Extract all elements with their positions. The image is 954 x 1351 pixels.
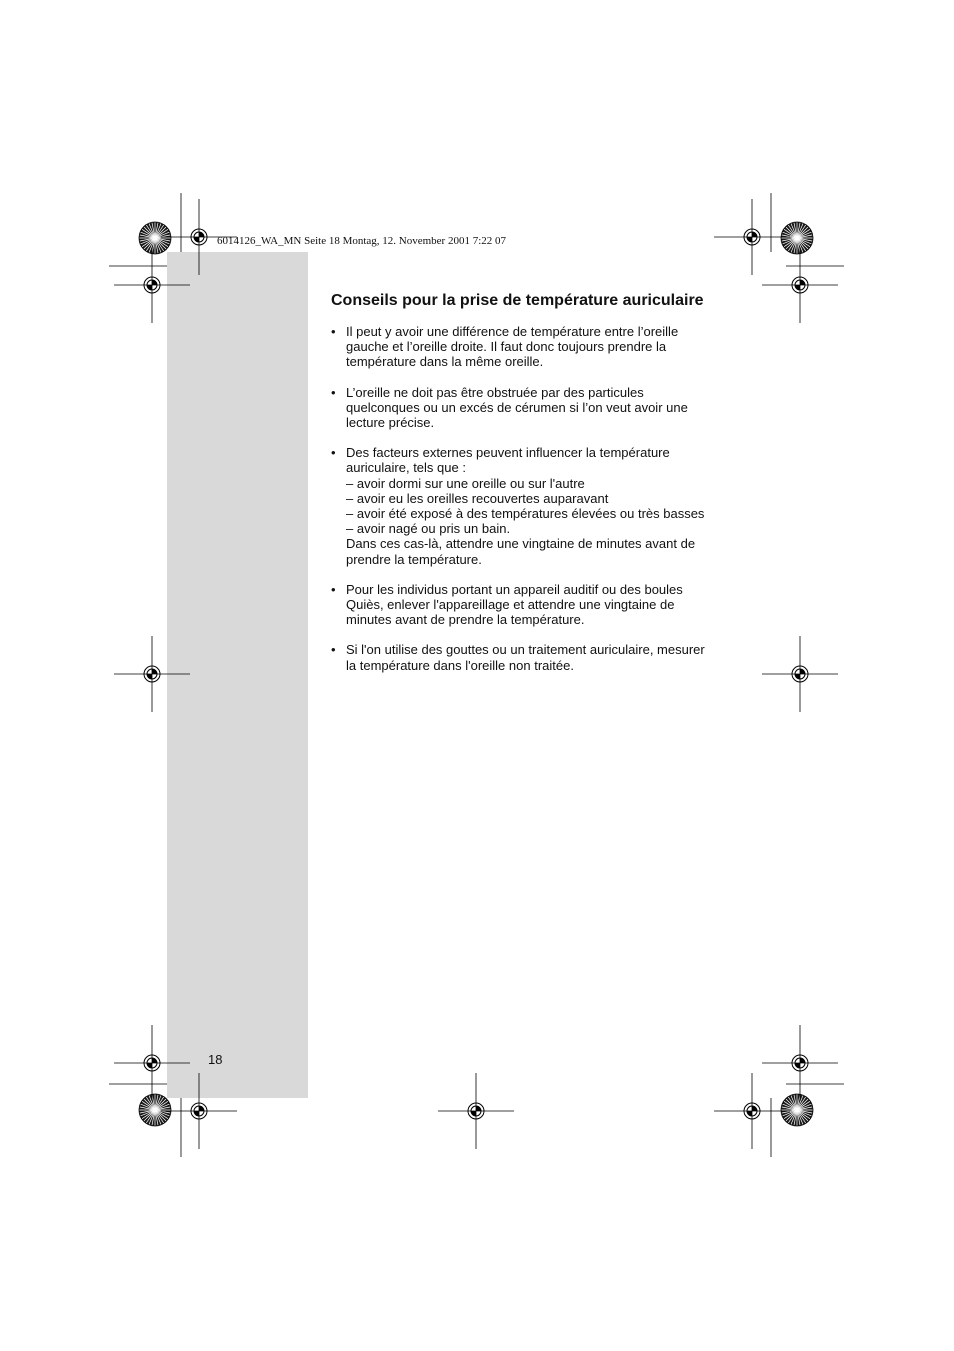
- list-item: [331, 445, 731, 567]
- item-line: Il peut y avoir une différence de température entre l’oreille: [346, 324, 679, 339]
- item-line: Pour les individus portant un appareil auditif ou des boules: [346, 581, 683, 597]
- item-line: Si l'on utilise des gouttes ou un traitement auriculaire, mesurer: [346, 642, 705, 658]
- item-line: gauche et l’oreille droite. Il faut donc toujours prendre la: [346, 339, 667, 355]
- page-number: 18: [208, 1052, 223, 1067]
- bullet-icon: •: [331, 445, 336, 461]
- list-item: [331, 385, 731, 431]
- bullet-icon: •: [331, 324, 336, 339]
- item-line: température dans la même oreille.: [346, 354, 544, 370]
- list-item: [331, 324, 731, 370]
- item-line: – avoir été exposé à des températures élevées ou très basses: [346, 506, 705, 522]
- item-line: Dans ces cas-là, attendre une vingtaine de minutes avant de: [346, 536, 696, 552]
- item-line: – avoir eu les oreilles recouvertes auparavant: [346, 490, 609, 506]
- item-line: prendre la température.: [346, 551, 482, 567]
- item-line: la température dans l'oreille non traitée.: [346, 657, 574, 673]
- list-item: [331, 642, 731, 672]
- item-line: Quiès, enlever l'appareillage et attendre une vingtaine de: [346, 597, 675, 613]
- item-line: – avoir nagé ou pris un bain.: [346, 521, 511, 537]
- tips-list: [331, 324, 731, 688]
- item-line: lecture précise.: [346, 415, 435, 431]
- bullet-icon: •: [331, 384, 336, 400]
- bullet-icon: •: [331, 642, 336, 658]
- item-line: Des facteurs externes peuvent influencer la température: [346, 445, 670, 461]
- list-item: [331, 582, 731, 628]
- bullet-icon: •: [331, 581, 336, 597]
- item-line: L’oreille ne doit pas être obstruée par des particules: [346, 384, 644, 400]
- print-slug-line: 6014126_WA_MN Seite 18 Montag, 12. November 2001 7:22 07: [217, 235, 507, 247]
- section-heading: Conseils pour la prise de température auriculaire: [331, 292, 704, 309]
- item-line: – avoir dormi sur une oreille ou sur l'autre: [346, 475, 585, 491]
- item-line: minutes avant de prendre la température.: [346, 612, 585, 628]
- item-line: auriculaire, tels que :: [346, 460, 466, 476]
- item-line: quelconques ou un excés de cérumen si l’on veut avoir une: [346, 399, 688, 415]
